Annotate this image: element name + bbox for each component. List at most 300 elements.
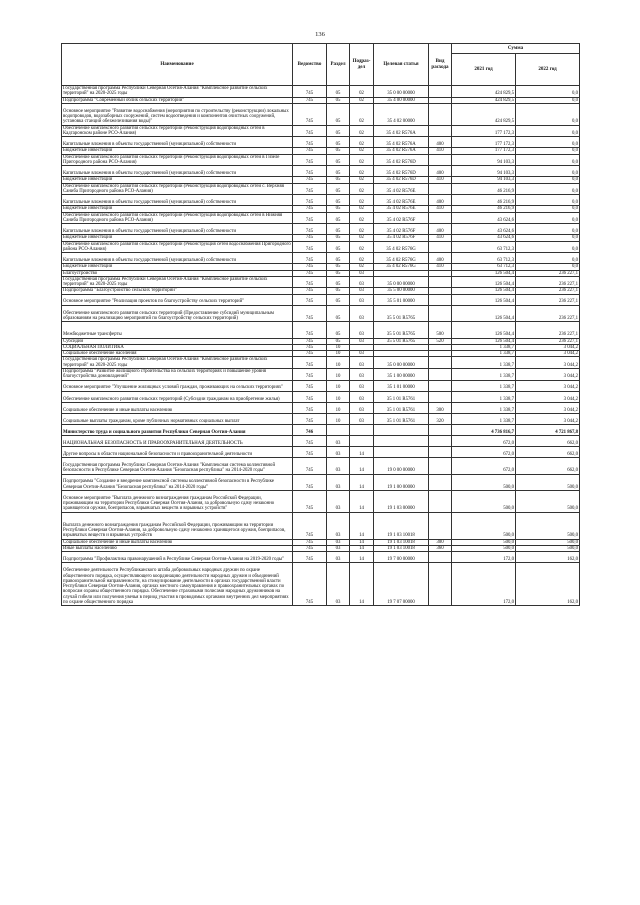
cell-2022: 500,0 — [516, 474, 580, 490]
cell-2022: 3 044,2 — [516, 402, 580, 413]
cell-2022: 236 227,1 — [516, 288, 580, 294]
cell-target: 19 1 00 00000 — [374, 474, 429, 490]
cell-subsection: 02 — [350, 148, 374, 154]
cell-exp-type: 410 — [429, 177, 452, 183]
cell-2021: 1 338,7 — [452, 351, 516, 357]
cell-subsection: 03 — [350, 413, 374, 424]
cell-2021: 1 338,7 — [452, 413, 516, 424]
cell-ministry: 745 — [293, 351, 327, 357]
cell-2022: 0,0 — [516, 166, 580, 177]
cell-exp-type: 410 — [429, 264, 452, 270]
cell-2022: 500,0 — [516, 491, 580, 513]
cell-subsection: 02 — [350, 195, 374, 206]
cell-exp-type — [429, 436, 452, 447]
cell-name: Капитальные вложения в объекты государственной (муниципальной) собственности — [62, 166, 293, 177]
cell-2021: 126 504,4 — [452, 338, 516, 344]
table-row — [62, 154, 580, 166]
cell-section: 05 — [327, 264, 350, 270]
cell-section: 05 — [327, 86, 350, 98]
cell-target: 35 4 02 R576A — [374, 137, 429, 148]
cell-subsection: 14 — [350, 512, 374, 539]
cell-subsection: 03 — [350, 369, 374, 381]
cell-section: 05 — [327, 322, 350, 338]
cell-name: Благоустройство — [62, 270, 293, 276]
cell-target: 35 1 01 R5761 — [374, 413, 429, 424]
cell-ministry: 745 — [293, 369, 327, 381]
cell-section: 05 — [327, 241, 350, 253]
cell-subsection: 03 — [350, 276, 374, 288]
cell-section: 05 — [327, 166, 350, 177]
cell-exp-type: 360 — [429, 546, 452, 552]
cell-subsection: 03 — [350, 305, 374, 321]
cell-2021: 94 103,3 — [452, 166, 516, 177]
cell-ministry: 745 — [293, 270, 327, 276]
cell-section: 05 — [327, 137, 350, 148]
cell-name: Капитальные вложения в объекты государственной (муниципальной) собственности — [62, 224, 293, 235]
cell-section: 03 — [327, 539, 350, 545]
table-row — [62, 474, 580, 490]
table-row — [62, 183, 580, 195]
cell-section: 05 — [327, 212, 350, 224]
cell-2021: 46 216,9 — [452, 195, 516, 206]
cell-subsection: 14 — [350, 491, 374, 513]
cell-section: 05 — [327, 270, 350, 276]
cell-exp-type: 300 — [429, 539, 452, 545]
budget-table — [61, 43, 580, 606]
cell-section: 05 — [327, 294, 350, 305]
cell-2021: 672,0 — [452, 458, 516, 474]
cell-target: 35 5 01 R5765 — [374, 305, 429, 321]
cell-name: Бюджетные инвестиции — [62, 235, 293, 241]
cell-subsection: 03 — [350, 338, 374, 344]
cell-target: 35 4 02 R576F — [374, 235, 429, 241]
cell-subsection: 14 — [350, 552, 374, 563]
cell-ministry: 745 — [293, 344, 327, 350]
cell-target: 35 1 01 00000 — [374, 380, 429, 391]
table-row — [62, 212, 580, 224]
cell-name: Подпрограмма "Развитие жилищного строительства на сельских территориях и повышение уровня благоустройства домовладений" — [62, 369, 293, 381]
cell-exp-type — [429, 305, 452, 321]
cell-ministry: 745 — [293, 253, 327, 264]
cell-ministry: 745 — [293, 206, 327, 212]
cell-2021: 672,0 — [452, 447, 516, 458]
cell-exp-type: 410 — [429, 206, 452, 212]
cell-exp-type — [429, 369, 452, 381]
cell-name: Обеспечение комплексного развития сельских территорий (Предоставление субсидий муниципальным образованиям на реализацию мероприятий по благоустройству сельских территорий) — [62, 305, 293, 321]
cell-section: 05 — [327, 224, 350, 235]
cell-exp-type: 300 — [429, 402, 452, 413]
cell-section: 05 — [327, 148, 350, 154]
cell-ministry: 745 — [293, 97, 327, 103]
cell-exp-type: 500 — [429, 322, 452, 338]
cell-subsection: 03 — [350, 322, 374, 338]
cell-2021: 177 172,3 — [452, 148, 516, 154]
cell-subsection: 02 — [350, 224, 374, 235]
cell-2021: 63 712,3 — [452, 253, 516, 264]
cell-2022: 0,0 — [516, 224, 580, 235]
cell-2022: 662,0 — [516, 458, 580, 474]
cell-section: 03 — [327, 552, 350, 563]
cell-name: Государственная программа Республики Северная Осетия-Алания "Комплексное развитие сельских территорий" на 2020-2025 годы — [62, 357, 293, 369]
cell-2021: 126 504,4 — [452, 305, 516, 321]
cell-ministry: 745 — [293, 391, 327, 402]
cell-subsection: 03 — [350, 391, 374, 402]
cell-exp-type — [429, 458, 452, 474]
cell-ministry: 745 — [293, 402, 327, 413]
cell-2022: 0,0 — [516, 137, 580, 148]
cell-2021: 94 103,3 — [452, 154, 516, 166]
cell-ministry: 745 — [293, 166, 327, 177]
cell-section: 10 — [327, 391, 350, 402]
table-row — [62, 224, 580, 235]
cell-section: 05 — [327, 154, 350, 166]
cell-2022: 236 227,1 — [516, 270, 580, 276]
table-row — [62, 294, 580, 305]
cell-ministry: 745 — [293, 458, 327, 474]
cell-subsection: 14 — [350, 474, 374, 490]
cell-section: 03 — [327, 436, 350, 447]
cell-target: 19 1 03 10018 — [374, 512, 429, 539]
cell-name: Социальное обеспечение и иные выплаты населению — [62, 539, 293, 545]
table-row — [62, 322, 580, 338]
cell-2022: 0,0 — [516, 235, 580, 241]
cell-2022: 662,0 — [516, 447, 580, 458]
cell-2022: 0,0 — [516, 183, 580, 195]
cell-exp-type — [429, 294, 452, 305]
table-row — [62, 369, 580, 381]
cell-ministry: 745 — [293, 195, 327, 206]
cell-name: Бюджетные инвестиции — [62, 206, 293, 212]
cell-name: Подпрограмма "Благоустройство сельских территорий" — [62, 288, 293, 294]
table-row — [62, 425, 580, 436]
cell-name: Выплата денежного вознаграждения гражданам Российской Федерации, проживающим на территории Республики Северная Осетия-Алания, за добровольную сдачу незаконно хранящегося оружия, боеприпасов, взрывчатых веществ и взрывных устройств — [62, 512, 293, 539]
cell-subsection: 03 — [350, 351, 374, 357]
cell-target: 35 4 02 R576G — [374, 241, 429, 253]
cell-subsection: 03 — [350, 294, 374, 305]
cell-target: 35 4 02 R576A — [374, 125, 429, 137]
cell-exp-type — [429, 380, 452, 391]
cell-section: 03 — [327, 474, 350, 490]
cell-exp-type — [429, 125, 452, 137]
table-row — [62, 402, 580, 413]
cell-2022: 0,0 — [516, 253, 580, 264]
cell-subsection: 02 — [350, 183, 374, 195]
table-row — [62, 491, 580, 513]
cell-name: Подпрограмма "Современный облик сельских территорий" — [62, 97, 293, 103]
cell-ministry: 745 — [293, 137, 327, 148]
cell-2021: 126 504,4 — [452, 294, 516, 305]
cell-target: 35 4 02 R576F — [374, 212, 429, 224]
cell-section: 05 — [327, 125, 350, 137]
cell-target: 35 4 02 R576D — [374, 154, 429, 166]
cell-target: 35 1 00 00000 — [374, 369, 429, 381]
cell-2022: 3 044,2 — [516, 413, 580, 424]
cell-2022: 3 044,2 — [516, 380, 580, 391]
cell-section: 03 — [327, 546, 350, 552]
cell-2021: 126 504,4 — [452, 322, 516, 338]
cell-2021: 1 338,7 — [452, 369, 516, 381]
cell-2022: 3 044,2 — [516, 369, 580, 381]
cell-name: Социальное обеспечение и иные выплаты населению — [62, 402, 293, 413]
cell-subsection: 02 — [350, 253, 374, 264]
table-row — [62, 447, 580, 458]
cell-name: Социальные выплаты гражданам, кроме публичных нормативных социальных выплат — [62, 413, 293, 424]
cell-ministry: 745 — [293, 512, 327, 539]
cell-name: Бюджетные инвестиции — [62, 148, 293, 154]
cell-exp-type — [429, 491, 452, 513]
header-2022: 2022 год — [516, 54, 580, 86]
cell-target: 35 1 01 R5761 — [374, 391, 429, 402]
cell-ministry: 745 — [293, 235, 327, 241]
cell-section: 05 — [327, 183, 350, 195]
cell-exp-type: 410 — [429, 148, 452, 154]
cell-ministry: 745 — [293, 224, 327, 235]
cell-subsection: 02 — [350, 177, 374, 183]
cell-ministry: 745 — [293, 305, 327, 321]
cell-2021: 46 216,9 — [452, 183, 516, 195]
cell-2022: 0,0 — [516, 97, 580, 103]
cell-2022: 3 044,2 — [516, 391, 580, 402]
cell-subsection: 03 — [350, 288, 374, 294]
cell-name: Обеспечение комплексного развития сельских территорий (Реконструкция водопроводных сетей в Гизеле Пригородного района РСО-Алания) — [62, 154, 293, 166]
cell-name: Государственная программа Республики Северная Осетия-Алания "Комплексное развитие сельских территорий" на 2020-2025 годы — [62, 86, 293, 98]
header-name: Наименование — [62, 44, 293, 86]
cell-target: 35 0 00 00000 — [374, 276, 429, 288]
header-exp-type: Вид расхода — [429, 44, 452, 86]
cell-target — [374, 425, 429, 436]
cell-target — [374, 436, 429, 447]
cell-ministry: 745 — [293, 436, 327, 447]
cell-2022: 3 044,2 — [516, 351, 580, 357]
cell-section: 05 — [327, 235, 350, 241]
cell-subsection: 03 — [350, 357, 374, 369]
cell-target: 35 5 01 00000 — [374, 294, 429, 305]
cell-exp-type — [429, 183, 452, 195]
cell-name: Основное мероприятие "Развитие водоснабжения (мероприятия по строительству (реконструкции) локальных водопроводов, водозаборных сооружений, систем водоотведения и компонентов очистных сооружений, установка станций обезжелезивания воды)" — [62, 103, 293, 125]
cell-target: 35 4 02 R576D — [374, 166, 429, 177]
cell-subsection: 02 — [350, 166, 374, 177]
cell-section: 10 — [327, 351, 350, 357]
cell-subsection: 14 — [350, 447, 374, 458]
cell-ministry: 745 — [293, 563, 327, 606]
cell-target: 35 4 02 R576G — [374, 253, 429, 264]
cell-2021: 1 338,7 — [452, 357, 516, 369]
cell-name: Обеспечение комплексного развития сельских территорий (Реконструкция сетей водоснабжения Пригородного района РСО-Алания) — [63, 241, 291, 252]
cell-name: Бюджетные инвестиции — [62, 264, 293, 270]
cell-exp-type — [429, 86, 452, 98]
cell-section: 03 — [327, 458, 350, 474]
cell-name: Основное мероприятие "Выплата денежного вознаграждения гражданам Российской Федерации, проживающим на территории Республики Северная Осетия-Алания, за добровольную сдачу незаконно хранящегося оружия, боеприпасов, взрывчатых веществ и взрывных устройств" — [62, 491, 293, 513]
cell-section: 10 — [327, 357, 350, 369]
cell-exp-type — [429, 357, 452, 369]
cell-target: 35 5 01 R5765 — [374, 322, 429, 338]
table-row — [62, 86, 580, 98]
cell-exp-type — [429, 276, 452, 288]
cell-name: Подпрограмма "Профилактика правонарушений в Республике Северная Осетия-Алания на 2019-2020 годы" — [62, 552, 293, 563]
cell-name: Субсидии — [62, 338, 293, 344]
cell-2022: 0,0 — [516, 86, 580, 98]
cell-2021: 43 624,6 — [452, 212, 516, 224]
cell-subsection: 03 — [350, 380, 374, 391]
cell-exp-type: 520 — [429, 338, 452, 344]
cell-ministry: 745 — [293, 212, 327, 224]
cell-subsection: 02 — [350, 97, 374, 103]
cell-target: 35 4 02 R576D — [374, 177, 429, 183]
cell-section: 03 — [327, 491, 350, 513]
cell-2022: 500,0 — [516, 539, 580, 545]
cell-target: 35 4 00 00000 — [374, 97, 429, 103]
cell-ministry: 745 — [293, 357, 327, 369]
cell-2021: 424 829,5 — [452, 86, 516, 98]
cell-2022: 3 044,2 — [516, 357, 580, 369]
cell-2021: 172,0 — [452, 563, 516, 606]
cell-exp-type — [429, 212, 452, 224]
cell-section: 05 — [327, 103, 350, 125]
cell-section: 03 — [327, 563, 350, 606]
cell-section: 10 — [327, 402, 350, 413]
cell-section: 03 — [327, 512, 350, 539]
cell-section — [327, 425, 350, 436]
cell-2022: 0,0 — [516, 103, 580, 125]
cell-name: Капитальные вложения в объекты государственной (муниципальной) собственности — [62, 253, 293, 264]
cell-2022: 0,0 — [516, 241, 580, 253]
cell-section: 05 — [327, 177, 350, 183]
cell-name: Бюджетные инвестиции — [62, 177, 293, 183]
cell-2022: 162,0 — [516, 552, 580, 563]
cell-exp-type — [429, 425, 452, 436]
cell-section: 10 — [327, 380, 350, 391]
cell-2021: 126 504,4 — [452, 270, 516, 276]
cell-subsection: 02 — [350, 103, 374, 125]
header-ministry: Ведомство — [293, 44, 327, 86]
cell-subsection: 14 — [350, 458, 374, 474]
table-row — [62, 552, 580, 563]
cell-ministry: 745 — [293, 491, 327, 513]
cell-2021: 94 103,3 — [452, 177, 516, 183]
cell-target: 19 1 03 00000 — [374, 491, 429, 513]
table-row — [62, 241, 580, 253]
cell-ministry: 745 — [293, 276, 327, 288]
table-row — [62, 512, 580, 539]
cell-section: 05 — [327, 97, 350, 103]
table-row — [62, 195, 580, 206]
cell-target: 35 5 00 00000 — [374, 288, 429, 294]
cell-name: Обеспечение комплексного развития сельских территорий (Реконструкция водопроводных сетей в Нижняя Саниба Пригородного района РСО-Алания) — [62, 212, 293, 224]
cell-ministry: 745 — [293, 474, 327, 490]
table-row — [62, 563, 580, 606]
cell-ministry: 745 — [293, 241, 327, 253]
cell-ministry: 745 — [293, 322, 327, 338]
table-row — [62, 458, 580, 474]
cell-name: Социальное обеспечение населения — [62, 351, 293, 357]
table-body — [62, 86, 580, 606]
cell-2022: 500,0 — [516, 512, 580, 539]
cell-section: 10 — [327, 344, 350, 350]
cell-2022: 0,0 — [516, 125, 580, 137]
cell-ministry: 745 — [293, 539, 327, 545]
cell-subsection: 03 — [350, 402, 374, 413]
table-row — [62, 166, 580, 177]
cell-2021: 126 504,4 — [452, 288, 516, 294]
cell-ministry: 745 — [293, 148, 327, 154]
cell-ministry: 745 — [293, 264, 327, 270]
cell-target: 19 1 03 10018 — [374, 546, 429, 552]
cell-subsection — [350, 425, 374, 436]
cell-2021: 172,0 — [452, 552, 516, 563]
cell-2022: 662,0 — [516, 436, 580, 447]
cell-exp-type: 400 — [429, 137, 452, 148]
cell-2021: 1 338,7 — [452, 402, 516, 413]
table-row — [62, 125, 580, 137]
cell-exp-type — [429, 154, 452, 166]
header-sum: Сумма — [452, 44, 580, 54]
header-target: Целевая статья — [374, 44, 429, 86]
cell-2022: 4 721 867,8 — [516, 425, 580, 436]
cell-2021: 424 829,5 — [452, 103, 516, 125]
cell-subsection: 03 — [350, 270, 374, 276]
cell-subsection: 14 — [350, 546, 374, 552]
table-row — [62, 436, 580, 447]
cell-name: Обеспечение деятельности Республиканского штаба добровольных народных дружин по охране общественного порядка, осуществляющего координацию деятельности народных дружин и объединений правоохранительной направленности, на стимулирование деятельности в органах государственной власти Республики Северная Осетия-Алания, органах местного самоуправления и правоохранительных органах по вопросам охраны общественного порядка. Обеспечение страховыми полисами народных дружинников на случай гибели или получения увечья в период участия в проводимых органами внутренних дел мероприятиях по охране общественного порядка — [62, 563, 293, 606]
cell-section: 10 — [327, 369, 350, 381]
cell-2021: 1 338,7 — [452, 380, 516, 391]
cell-target: 35 4 02 R576E — [374, 195, 429, 206]
cell-2022: 0,0 — [516, 206, 580, 212]
cell-2022: 0,0 — [516, 264, 580, 270]
cell-2021: 500,0 — [452, 539, 516, 545]
cell-2021: 1 338,7 — [452, 344, 516, 350]
cell-subsection: 02 — [350, 86, 374, 98]
cell-name: Основное мероприятие "Реализация проектов по благоустройству сельских территорий" — [62, 294, 293, 305]
cell-subsection: 02 — [350, 212, 374, 224]
cell-subsection — [350, 436, 374, 447]
cell-target: 19 7 00 00000 — [374, 552, 429, 563]
cell-2022: 500,0 — [516, 546, 580, 552]
cell-target: 35 0 00 00000 — [374, 357, 429, 369]
cell-subsection: 02 — [350, 235, 374, 241]
cell-ministry: 745 — [293, 413, 327, 424]
cell-2021: 43 624,6 — [452, 224, 516, 235]
cell-2021: 500,0 — [452, 546, 516, 552]
cell-exp-type: 400 — [429, 224, 452, 235]
cell-subsection: 02 — [350, 137, 374, 148]
page-number: 136 — [315, 31, 325, 38]
cell-name: Государственная программа Республики Северная Осетия-Алания "Комплексное развитие сельских территорий" на 2020-2025 годы — [62, 276, 293, 288]
cell-2022: 0,0 — [516, 212, 580, 224]
cell-exp-type — [429, 241, 452, 253]
cell-exp-type: 400 — [429, 166, 452, 177]
cell-exp-type — [429, 391, 452, 402]
cell-2021: 4 736 816,7 — [452, 425, 516, 436]
cell-ministry: 745 — [293, 288, 327, 294]
cell-ministry: 745 — [293, 546, 327, 552]
cell-2022: 236 227,1 — [516, 338, 580, 344]
cell-2021: 177 172,3 — [452, 137, 516, 148]
cell-ministry: 745 — [293, 338, 327, 344]
cell-2022: 0,0 — [516, 148, 580, 154]
cell-section: 05 — [327, 338, 350, 344]
header-subsection: Подраз-дел — [350, 44, 374, 86]
cell-target: 35 4 02 R576F — [374, 224, 429, 235]
cell-name: Министерство труда и социального развития Республики Северная Осетия-Алания — [62, 425, 293, 436]
cell-name: Государственная программа Республики Северная Осетия-Алания "Комплексная система коллективной безопасности в Республике Северная Осетия-Алания "Безопасная республика" на 2014-2020 годы" — [62, 458, 293, 474]
cell-section: 05 — [327, 305, 350, 321]
cell-ministry: 745 — [293, 177, 327, 183]
cell-name: Подпрограмма "Создание и внедрение комплексной системы коллективной безопасности в Республике Северная Осетия-Алания "Безопасная республика" на 2014-2020 годы" — [62, 474, 293, 490]
cell-2021: 672,0 — [452, 436, 516, 447]
cell-target: 35 1 01 R5761 — [374, 402, 429, 413]
table-row — [62, 103, 580, 125]
